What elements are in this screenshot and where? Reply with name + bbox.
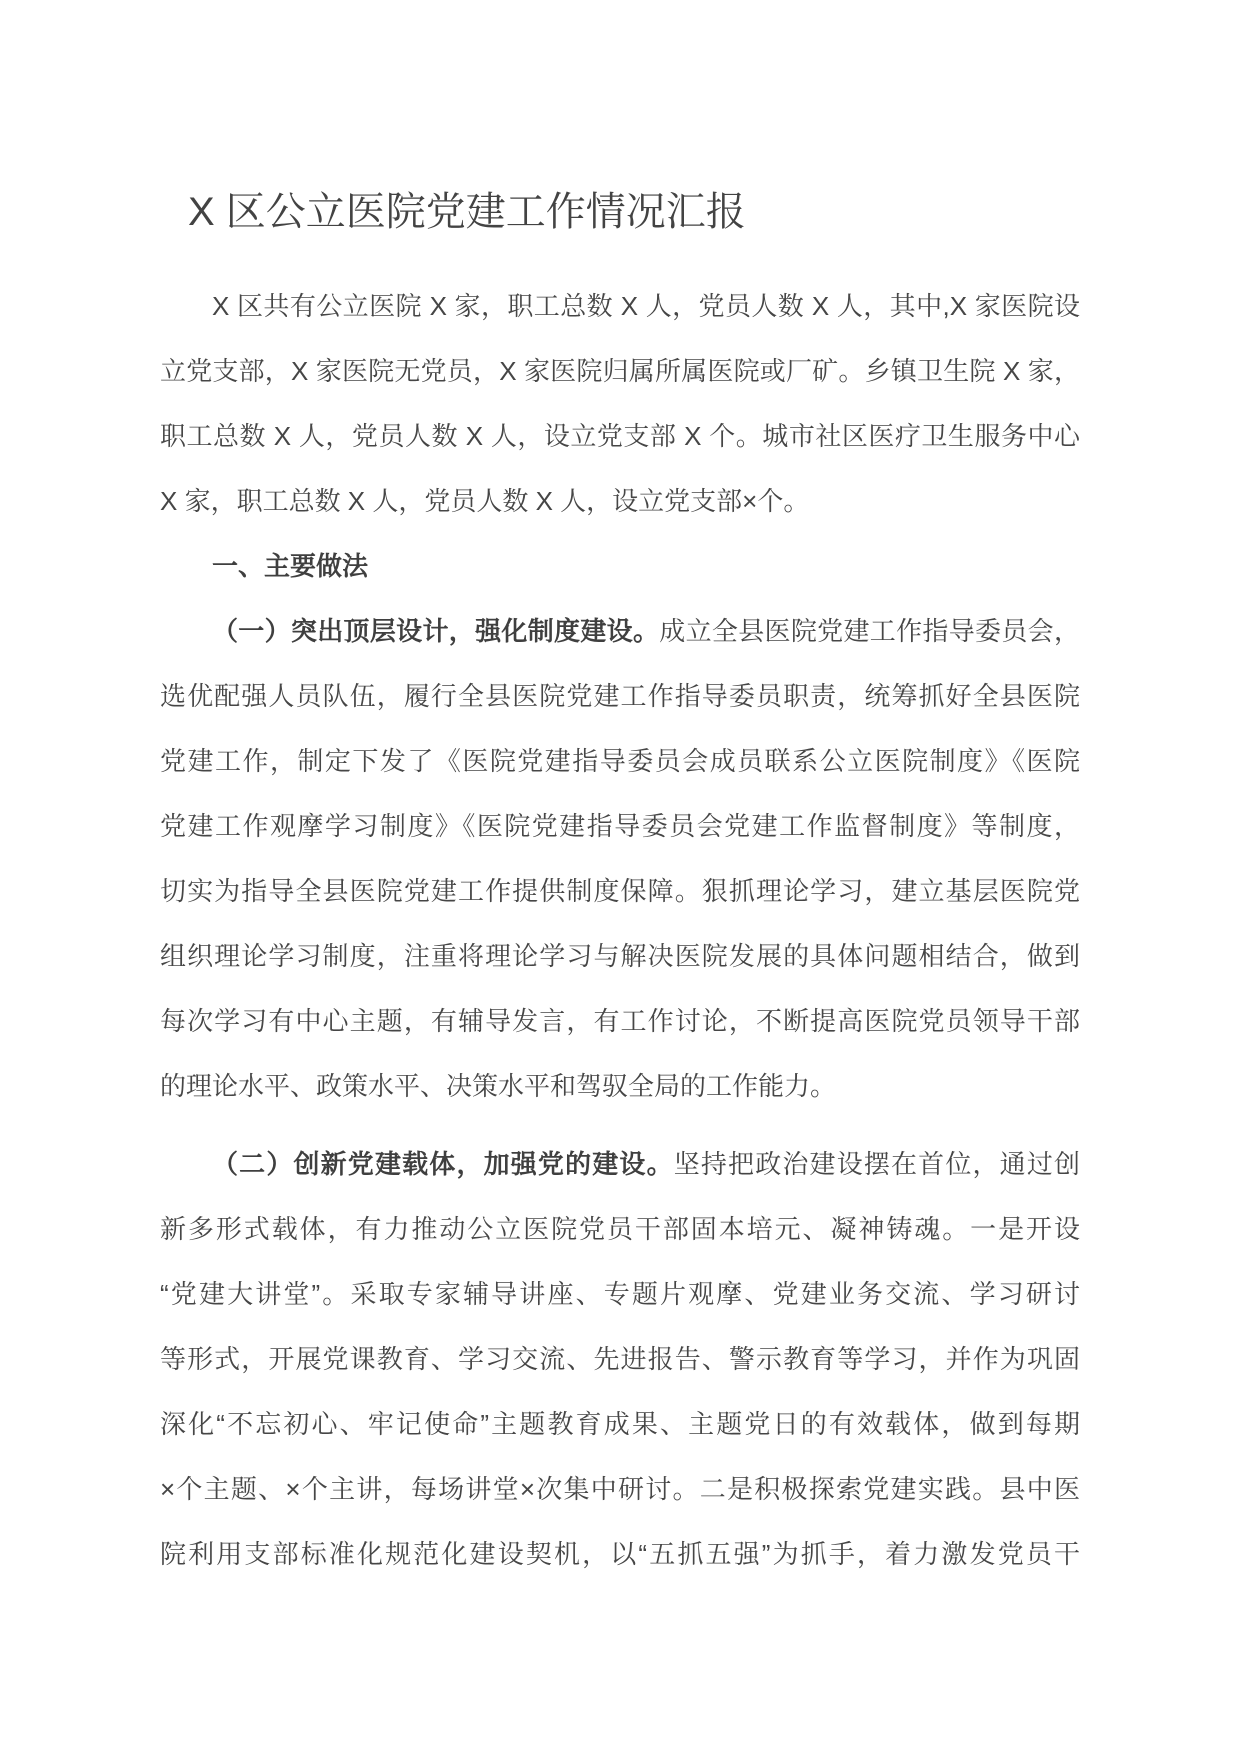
subsection-1-paragraph bbox=[160, 599, 1080, 1119]
text-line: 新多形式载体，有力推动公立医院党员干部固本培元、凝神铸魂。一是开设 bbox=[160, 1214, 1080, 1244]
text-line: X 区共有公立医院 X 家，职工总数 X 人，党员人数 X 人，其中,X 家医院设 bbox=[212, 291, 1080, 321]
subsection-1-first-line-rest: 成立全县医院党建工作指导委员会， bbox=[659, 616, 1080, 646]
text-line: 选优配强人员队伍，履行全县医院党建工作指导委员职责，统筹抓好全县医院 bbox=[160, 681, 1080, 711]
text-line: “党建大讲堂”。采取专家辅导讲座、专题片观摩、党建业务交流、学习研讨 bbox=[160, 1279, 1080, 1309]
section-heading: 一、主要做法 bbox=[212, 551, 369, 581]
text-line: 等形式，开展党课教育、学习交流、先进报告、警示教育等学习，并作为巩固 bbox=[160, 1344, 1080, 1374]
document-title: X 区公立医院党建工作情况汇报 bbox=[188, 190, 746, 234]
subsection-1-lead: （一）突出顶层设计，强化制度建设。 bbox=[212, 616, 660, 646]
intro-paragraph bbox=[160, 274, 1080, 534]
text-line: 党建工作观摩学习制度》《医院党建指导委员会党建工作监督制度》等制度， bbox=[160, 811, 1080, 841]
text-line: 每次学习有中心主题，有辅导发言，有工作讨论，不断提高医院党员领导干部 bbox=[160, 1006, 1080, 1036]
text-line: 立党支部，X 家医院无党员，X 家医院归属所属医院或厂矿。乡镇卫生院 X 家， bbox=[160, 356, 1080, 386]
text-line: 切实为指导全县医院党建工作提供制度保障。狠抓理论学习，建立基层医院党 bbox=[160, 876, 1080, 906]
text-line: 职工总数 X 人，党员人数 X 人，设立党支部 X 个。城市社区医疗卫生服务中心 bbox=[160, 421, 1080, 451]
subsection-2-paragraph bbox=[160, 1132, 1080, 1587]
text-line: 党建工作，制定下发了《医院党建指导委员会成员联系公立医院制度》《医院 bbox=[160, 746, 1080, 776]
text-line: 的理论水平、政策水平、决策水平和驾驭全局的工作能力。 bbox=[160, 1071, 837, 1101]
subsection-2-first-line-rest: 坚持把政治建设摆在首位，通过创 bbox=[673, 1149, 1080, 1179]
text-line bbox=[160, 599, 1080, 664]
text-line: ×个主题、×个主讲，每场讲堂×次集中研讨。二是积极探索党建实践。县中医 bbox=[160, 1474, 1080, 1504]
text-line: 院利用支部标准化规范化建设契机，以“五抓五强”为抓手，着力激发党员干 bbox=[160, 1539, 1080, 1569]
text-line: 组织理论学习制度，注重将理论学习与解决医院发展的具体问题相结合，做到 bbox=[160, 941, 1080, 971]
text-line: X 家，职工总数 X 人，党员人数 X 人，设立党支部×个。 bbox=[160, 486, 810, 516]
text-line: 深化“不忘初心、牢记使命”主题教育成果、主题党日的有效载体，做到每期 bbox=[160, 1409, 1080, 1439]
subsection-2-lead: （二）创新党建载体，加强党的建设。 bbox=[212, 1149, 674, 1179]
text-line bbox=[160, 1132, 1080, 1197]
